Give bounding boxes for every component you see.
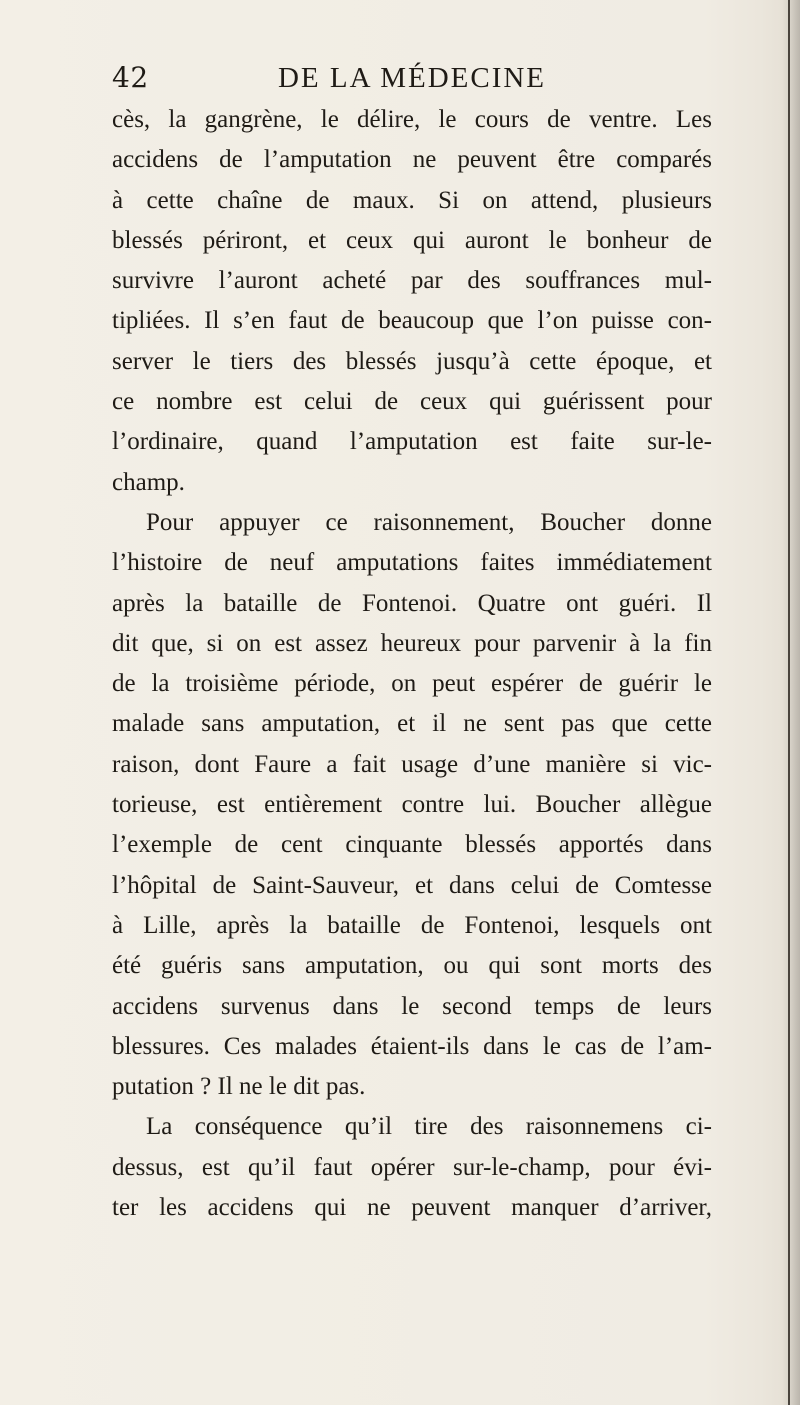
text-line: champ. (112, 468, 185, 496)
text-line: accidens de l’amputation ne peuvent être comparés (112, 146, 712, 174)
text-line: accidens survenus dans le second temps de leurs (112, 992, 712, 1020)
text-line: malade sans amputation, et il ne sent pas que cette (112, 710, 712, 738)
text-line: l’ordinaire, quand l’amputation est faite sur-le- (112, 428, 712, 456)
running-title: DE LA MÉDECINE (277, 62, 547, 94)
text-line: tipliées. Il s’en faut de beaucoup que l’on puisse con- (112, 307, 712, 335)
text-line: blessures. Ces malades étaient-ils dans le cas de l’am- (112, 1032, 712, 1060)
text-line: l’histoire de neuf amputations faites immédiatement (112, 549, 712, 577)
page-number: 42 (112, 61, 149, 94)
text-line: putation ? Il ne le dit pas. (112, 1073, 366, 1101)
text-line: cès, la gangrène, le délire, le cours de ventre. Les (112, 106, 712, 133)
text-line: Pour appuyer ce raisonnement, Boucher donne (146, 508, 712, 536)
text-line: à cette chaîne de maux. Si on attend, plusieurs (112, 186, 712, 214)
text-line: blessés périront, et ceux qui auront le bonheur de (112, 226, 712, 254)
text-line: l’exemple de cent cinquante blessés apportés dans (112, 831, 712, 859)
text-line: survivre l’auront acheté par des souffrances mul- (112, 267, 712, 295)
text-line: dit que, si on est assez heureux pour parvenir à la fin (112, 629, 712, 657)
text-line: à Lille, après la bataille de Fontenoi, lesquels ont (112, 911, 712, 939)
text-line: dessus, est qu’il faut opérer sur-le-champ, pour évi- (112, 1153, 712, 1181)
text-line: l’hôpital de Saint-Sauveur, et dans celui de Comtesse (112, 871, 712, 899)
text-line: server le tiers des blessés jusqu’à cette époque, et (112, 347, 712, 375)
text-line: torieuse, est entièrement contre lui. Boucher allègue (112, 791, 712, 819)
text-line: après la bataille de Fontenoi. Quatre ont guéri. Il (112, 589, 712, 617)
page-edge-shadow (782, 0, 800, 1405)
text-line: raison, dont Faure a fait usage d’une manière si vic- (112, 750, 712, 778)
body-text (112, 100, 712, 1228)
text-line: ce nombre est celui de ceux qui guérissent pour (112, 388, 712, 416)
page-edge-line (788, 0, 790, 1405)
text-line: La conséquence qu’il tire des raisonnemens ci- (146, 1113, 712, 1141)
text-line: ter les accidens qui ne peuvent manquer d’arriver, (112, 1194, 712, 1222)
text-line: de la troisième période, on peut espérer de guérir le (112, 670, 712, 698)
text-line: été guéris sans amputation, ou qui sont morts des (112, 952, 712, 980)
page-header (112, 58, 712, 98)
